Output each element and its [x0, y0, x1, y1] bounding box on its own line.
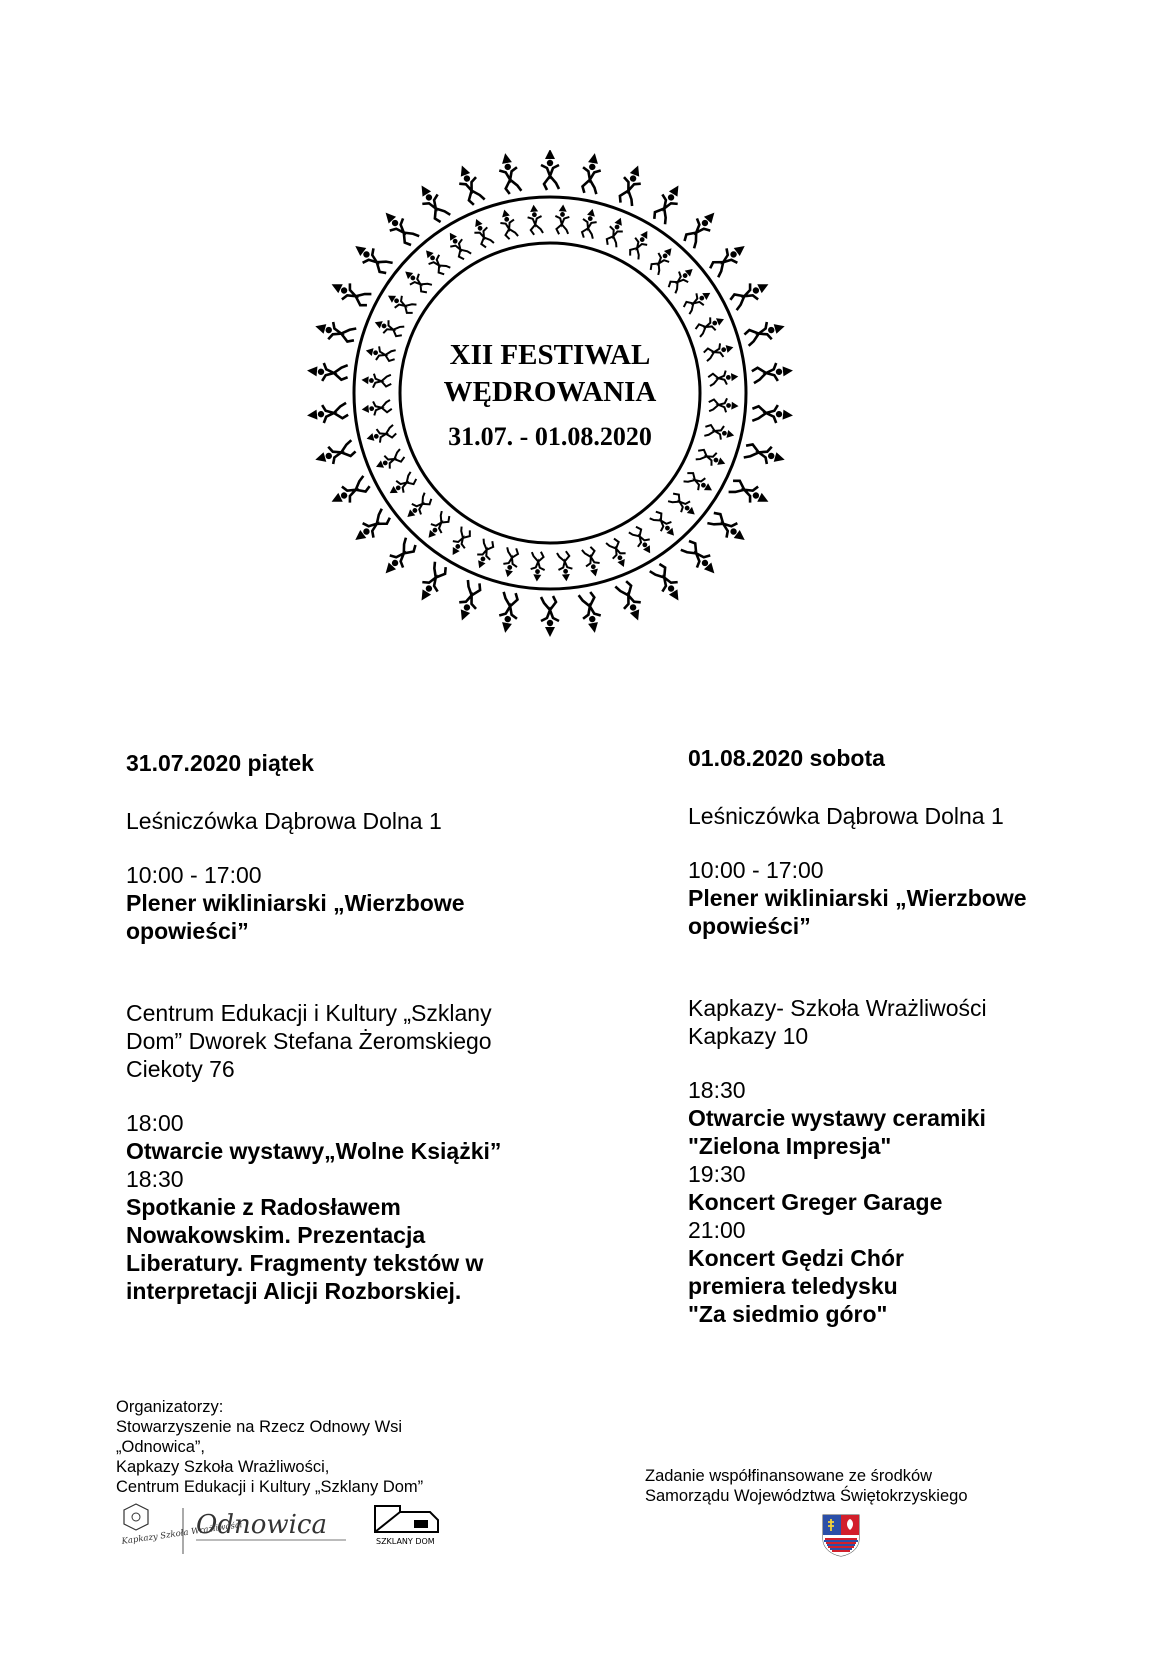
dancing-figure — [626, 227, 653, 260]
day2-heading: 01.08.2020 sobota — [688, 745, 885, 771]
dancing-figure — [603, 215, 627, 248]
dancing-figure — [453, 162, 485, 207]
dancing-figure — [306, 362, 348, 384]
day2-time3: 19:30 — [688, 1161, 746, 1187]
organizers-label: Organizatorzy: — [116, 1398, 224, 1416]
day1-event2: Otwarcie wystawy„Wolne Książki” — [126, 1138, 502, 1164]
dancing-figure — [708, 370, 739, 387]
dancing-figure — [708, 397, 739, 413]
organizers-line3: Kapkazy Szkoła Wrażliwości, — [116, 1458, 330, 1476]
dancing-figure — [582, 546, 603, 578]
dancing-figure — [728, 475, 773, 509]
festival-title-line1: XII FESTIWAL — [449, 339, 651, 371]
dancing-figure — [728, 276, 773, 310]
dancing-figure — [527, 204, 544, 235]
dancing-figure — [453, 579, 485, 624]
funding-block — [645, 1466, 1065, 1506]
day2-time2: 18:30 — [688, 1077, 746, 1103]
dancing-figure — [649, 508, 679, 540]
odnowica-logo — [196, 1510, 346, 1540]
day2-place2: Kapkazy- Szkoła Wrażliwości Kapkazy 10 — [688, 995, 987, 1049]
dancing-figure — [496, 152, 521, 196]
dancing-figure — [578, 591, 603, 635]
dancing-figure — [473, 538, 497, 571]
dancing-figure — [328, 475, 373, 509]
dancing-figure — [743, 318, 787, 347]
dancing-figure — [414, 181, 451, 225]
dancing-figure — [579, 207, 599, 239]
dancing-figure — [751, 362, 793, 384]
svg-text:SZKLANY DOM: SZKLANY DOM — [376, 1537, 435, 1546]
dancing-figure — [350, 239, 394, 278]
dancing-figure — [496, 591, 521, 635]
dancing-figure — [606, 537, 631, 570]
dancing-figure — [541, 150, 559, 190]
dancing-figure — [683, 469, 716, 496]
dancing-figure — [554, 204, 570, 235]
festival-dates: 31.07. - 01.08.2020 — [448, 422, 652, 451]
dancing-figure — [665, 264, 697, 294]
day2-event4: Koncert Gędzi Chór premiera teledysku "Za siedmio góro" — [688, 1245, 904, 1327]
organizers-block — [116, 1397, 476, 1497]
dancing-figure — [364, 344, 396, 364]
organizers-line1: Stowarzyszenie na Rzecz Odnowy Wsi — [116, 1418, 403, 1436]
organizer-logos — [118, 1502, 458, 1560]
dancing-figure — [313, 318, 357, 347]
dancing-figure — [649, 561, 686, 605]
szklany-dom-logo — [375, 1506, 438, 1546]
day2-time1: 10:00 - 17:00 — [688, 857, 824, 883]
dancing-figure — [707, 508, 751, 547]
festival-emblem — [297, 150, 857, 690]
day1-time3: 18:30 — [126, 1166, 184, 1192]
dancing-figure — [470, 216, 495, 249]
svg-text:Kapkazy Szkoła Wrażliwości: Kapkazy Szkoła Wrażliwości — [121, 1520, 244, 1547]
dancing-figure — [680, 207, 721, 249]
dancing-figure — [379, 537, 420, 579]
dancing-figure — [667, 490, 699, 520]
dancing-figure — [372, 316, 405, 340]
organizers-line4: Centrum Edukacji i Kultury „Szklany Dom” — [116, 1478, 424, 1496]
day1-column — [126, 749, 566, 1305]
dancing-figure — [328, 276, 373, 310]
dancing-figure — [414, 561, 451, 605]
dancing-figure — [703, 340, 735, 361]
dancing-figure — [680, 537, 721, 579]
dancing-figure — [361, 400, 392, 417]
dancing-figure — [361, 373, 392, 389]
dancing-figure — [707, 239, 751, 278]
day2-event3: Koncert Greger Garage — [688, 1189, 943, 1215]
dancing-figure — [313, 440, 357, 469]
dancing-figure — [530, 551, 546, 582]
day1-place1: Leśniczówka Dąbrowa Dolna 1 — [126, 808, 442, 834]
dancing-figure — [386, 471, 419, 499]
dancing-figure — [421, 246, 451, 278]
dancing-figure — [541, 596, 559, 637]
day2-event1: Plener wikliniarski „Wierzbowe opowieści” — [688, 885, 1027, 939]
dancing-figure — [647, 244, 677, 276]
dancing-figure — [350, 508, 394, 547]
dancing-figure — [751, 403, 793, 425]
svg-text:Odnowica: Odnowica — [196, 1510, 327, 1540]
dancing-figure — [497, 208, 518, 240]
dancing-figure — [373, 449, 406, 474]
dancing-figure — [615, 162, 647, 207]
dancing-figure — [694, 313, 727, 338]
dancing-figure — [444, 229, 472, 262]
dancing-figure — [578, 152, 603, 196]
dancing-figure — [384, 290, 417, 317]
dancing-figure — [681, 287, 714, 315]
dancing-figure — [306, 403, 348, 425]
dancing-figure — [423, 510, 453, 542]
day2-time4: 21:00 — [688, 1217, 746, 1243]
day1-event3: Spotkanie z Radosławem Nowakowskim. Prezentacja Liberatury. Fragmenty tekstów w interpretacji Alicji Rozborskiej. — [126, 1194, 484, 1304]
dancing-figure — [743, 440, 787, 469]
coat-of-arms-icon — [821, 1513, 861, 1557]
dancing-figure — [403, 492, 435, 522]
dancing-figure — [447, 526, 474, 559]
dancing-figure — [379, 207, 420, 249]
dancing-figure — [628, 524, 656, 557]
day2-place1: Leśniczówka Dąbrowa Dolna 1 — [688, 803, 1004, 829]
dancing-figure — [615, 579, 647, 624]
dancing-figure — [649, 181, 686, 225]
day2-column — [688, 744, 1088, 1328]
dancing-figure — [365, 425, 397, 446]
day2-event2: Otwarcie wystawy ceramiki "Zielona Impresja" — [688, 1105, 986, 1159]
day1-time1: 10:00 - 17:00 — [126, 862, 262, 888]
funding-line2: Samorządu Województwa Świętokrzyskiego — [645, 1487, 968, 1505]
festival-title-line2: WĘDROWANIA — [443, 376, 657, 408]
dancing-figure — [695, 446, 728, 470]
day1-time2: 18:00 — [126, 1110, 184, 1136]
dancing-figure — [557, 551, 574, 582]
day1-place2: Centrum Edukacji i Kultury „Szklany Dom” Dworek Stefana Żeromskiego Ciekoty 76 — [126, 1000, 492, 1082]
dancing-figure — [501, 546, 521, 578]
funding-line1: Zadanie współfinansowane ze środków — [645, 1467, 933, 1485]
day1-event1: Plener wikliniarski „Wierzbowe opowieści” — [126, 890, 465, 944]
dancing-figure — [401, 266, 433, 296]
day1-heading: 31.07.2020 piątek — [126, 750, 314, 776]
dancing-figure — [703, 422, 735, 442]
organizers-line2: „Odnowica”, — [116, 1438, 205, 1456]
